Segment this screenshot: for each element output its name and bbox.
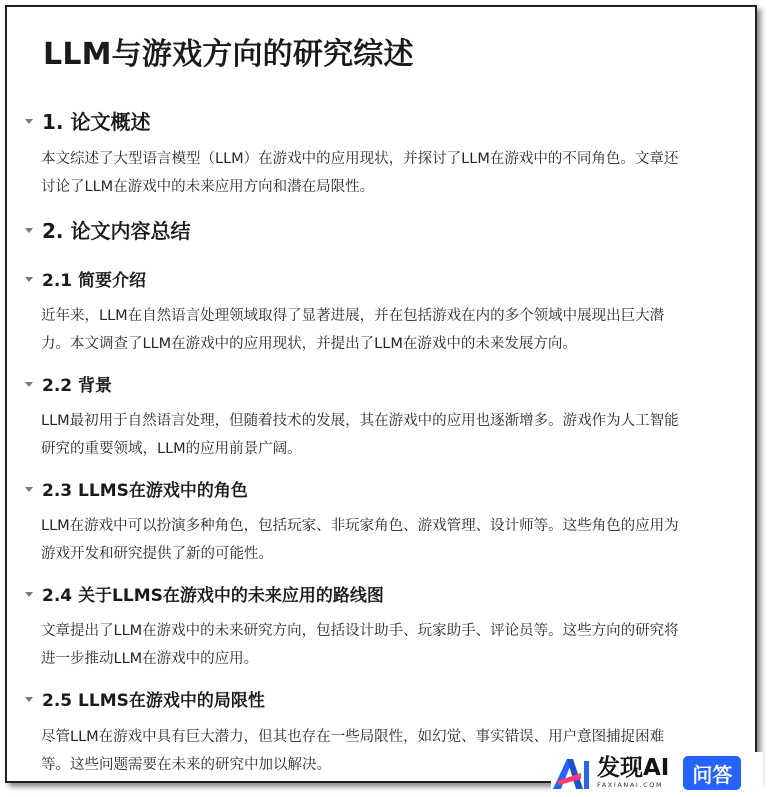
heading-text: 2. 论文内容总结	[42, 218, 191, 243]
paragraph-line: 文章提出了LLM在游戏中的未来研究方向，包括设计助手、玩家助手、评论员等。这些方向的研究将	[41, 623, 679, 639]
heading-text: 2.1 简要介绍	[42, 270, 147, 291]
logo-bar	[584, 761, 589, 789]
paragraph-roadmap	[41, 617, 733, 673]
document-title: LLM与游戏方向的研究综述	[43, 37, 414, 72]
section-heading-introduction[interactable]	[25, 263, 146, 293]
watermark	[551, 752, 763, 794]
section-heading-overview[interactable]	[25, 105, 150, 135]
paragraph-background	[41, 407, 733, 463]
paragraph-line: 本文综述了大型语言模型（LLM）在游戏中的应用现状，并探讨了LLM在游戏中的不同角色。文章还	[41, 151, 679, 167]
paragraph-overview	[41, 145, 733, 201]
collapse-caret-icon[interactable]	[25, 592, 33, 597]
paragraph-line: 进一步推动LLM在游戏中的应用。	[41, 651, 259, 667]
collapse-caret-icon[interactable]	[25, 119, 33, 124]
paragraph-line: LLM在游戏中可以扮演多种角色，包括玩家、非玩家角色、游戏管理、设计师等。这些角色的应用为	[41, 518, 679, 534]
paragraph-line: 等。这些问题需要在未来的研究中加以解决。	[41, 757, 331, 773]
section-heading-background[interactable]	[25, 368, 112, 398]
paragraph-line: 讨论了LLM在游戏中的未来应用方向和潜在局限性。	[41, 179, 375, 195]
watermark-badge: 问答	[683, 756, 741, 790]
paragraph-roles	[41, 512, 733, 568]
document-frame	[5, 5, 757, 783]
heading-text: 2.4 关于LLMS在游戏中的未来应用的路线图	[42, 585, 384, 606]
watermark-brand: 发现AI	[597, 755, 670, 782]
collapse-caret-icon[interactable]	[25, 487, 33, 492]
document	[7, 7, 755, 781]
faxianai-logo-icon	[551, 755, 591, 791]
section-heading-limitations[interactable]	[25, 683, 265, 713]
paragraph-line: 游戏开发和研究提供了新的可能性。	[41, 546, 273, 562]
heading-text: 1. 论文概述	[42, 109, 151, 134]
paragraph-line: 力。本文调查了LLM在游戏中的应用现状，并提出了LLM在游戏中的未来发展方向。	[41, 336, 577, 352]
heading-text: 2.3 LLMS在游戏中的角色	[42, 480, 248, 501]
section-heading-roadmap[interactable]	[25, 578, 384, 608]
collapse-caret-icon[interactable]	[25, 228, 33, 233]
paragraph-line: 研究的重要领域，LLM的应用前景广阔。	[41, 441, 302, 457]
watermark-wordmark	[597, 757, 669, 789]
heading-text: 2.2 背景	[42, 375, 113, 396]
section-heading-summary[interactable]	[25, 214, 190, 244]
heading-text: 2.5 LLMS在游戏中的局限性	[42, 690, 265, 711]
collapse-caret-icon[interactable]	[25, 382, 33, 387]
paragraph-line: LLM最初用于自然语言处理，但随着技术的发展，其在游戏中的应用也逐渐增多。游戏作为人工智能	[41, 413, 679, 429]
collapse-caret-icon[interactable]	[25, 277, 33, 282]
paragraph-introduction	[41, 302, 733, 358]
section-heading-roles[interactable]	[25, 473, 248, 503]
paragraph-line: 近年来，LLM在自然语言处理领域取得了显著进展，并在包括游戏在内的多个领域中展现出巨大潜	[41, 308, 665, 324]
collapse-caret-icon[interactable]	[25, 697, 33, 702]
paragraph-line: 尽管LLM在游戏中具有巨大潜力，但其也存在一些局限性，如幻觉、事实错误、用户意图捕捉困难	[41, 729, 665, 745]
watermark-domain: FAXIANAI.COM	[597, 781, 664, 790]
